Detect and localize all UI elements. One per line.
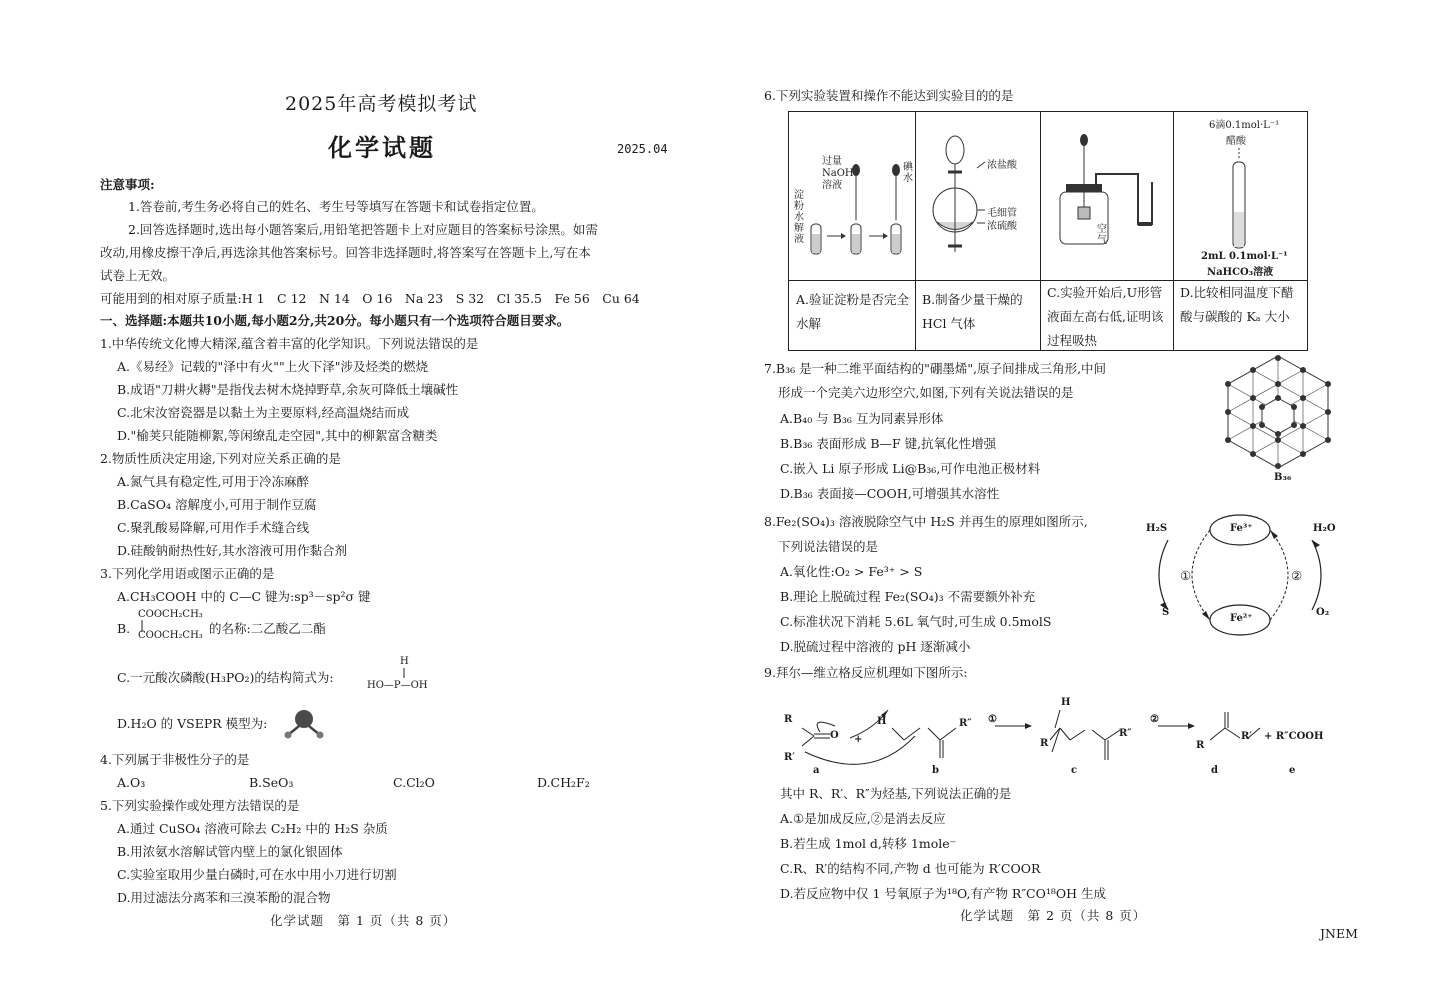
question-4-stem: 4.下列属于非极性分子的是 xyxy=(100,752,250,767)
apparatus-table xyxy=(788,111,1308,351)
question-3-option-a: A.CH₃COOH 中的 C—C 键为:sp³－sp²σ 键 xyxy=(117,589,371,604)
question-7-option-a: A.B₄₀ 与 B₃₆ 互为同素异形体 xyxy=(780,411,944,426)
question-5-option-c: C.实验室取用少量白磷时,可在水中用小刀进行切割 xyxy=(117,867,397,882)
hcl-apparatus-diagram xyxy=(915,112,1040,280)
question-1-option-b: B.成语"刀耕火耨"是指伐去树木烧掉野草,余灰可降低土壤碱性 xyxy=(117,382,459,397)
question-5-option-a: A.通过 CuSO₄ 溶液可除去 C₂H₂ 中的 H₂S 杂质 xyxy=(117,821,388,836)
hcl-label: 浓盐酸 xyxy=(987,160,1017,171)
mech-byproduct: + R″COOH xyxy=(1264,731,1324,742)
mech-plus: + xyxy=(854,734,863,745)
question-2-option-b: B.CaSO₄ 溶解度小,可用于制作豆腐 xyxy=(117,497,317,512)
mech-r-d: R xyxy=(1196,740,1205,751)
mech-step1: ① xyxy=(988,714,997,725)
mech-rp-d: R′ xyxy=(1241,731,1252,742)
naoh-label-line: 溶液 xyxy=(822,180,842,191)
mech-label-d: d xyxy=(1211,765,1218,776)
mech-r-a: R xyxy=(784,714,793,725)
question-9-option-c: C.R、R′的结构不同,产物 d 也可能为 R′COOR xyxy=(780,861,1041,876)
mech-o-a: O xyxy=(830,730,839,741)
question-4-option-c: C.Cl₂O xyxy=(393,775,435,790)
acetic-acid-label: 6滴0.1mol·L⁻¹ xyxy=(1209,120,1280,131)
mech-label-c: c xyxy=(1071,765,1078,776)
question-9-option-b: B.若生成 1mol d,转移 1mole⁻ xyxy=(780,836,957,851)
question-2-option-c: C.聚乳酸易降解,可用作手术缝合线 xyxy=(117,520,310,535)
page-2 xyxy=(760,0,1358,1002)
vsepr-model-image xyxy=(280,706,330,740)
notice-line: 2.回答选择题时,选出每小题答案后,用铅笔把答题卡上对应题目的答案标号涂黑。如需 xyxy=(128,222,598,237)
baeyer-villiger-mechanism xyxy=(780,688,1340,778)
question-5-option-d: D.用过滤法分离苯和三溴苯酚的混合物 xyxy=(117,890,331,905)
starch-label: 淀粉水解液 xyxy=(794,190,804,245)
caption-c: C.实验开始后,U形管液面左高右低,证明该过程吸热 xyxy=(1047,285,1164,348)
mech-h-b: H xyxy=(877,716,887,727)
question-3-option-b-text: 的名称:二乙酸乙二酯 xyxy=(209,621,326,636)
fe3-label: Fe³⁺ xyxy=(1230,523,1253,534)
question-2-stem: 2.物质性质决定用途,下列对应关系正确的是 xyxy=(100,451,341,466)
question-5-option-b: B.用浓氨水溶解试管内壁上的氯化银固体 xyxy=(117,844,343,859)
question-1-option-a: A.《易经》记载的"泽中有火""上火下泽"涉及烃类的燃烧 xyxy=(117,359,428,374)
question-3-option-c: C.一元酸次磷酸(H₃PO₂)的结构简式为: xyxy=(117,670,334,685)
h2s-label: H₂S xyxy=(1146,523,1168,534)
mech-h-c: H xyxy=(1061,697,1071,708)
question-8-option-d: D.脱硫过程中溶液的 pH 逐渐减小 xyxy=(780,639,971,654)
question-1-option-c: C.北宋汝窑瓷器是以黏土为主要原料,经高温烧结而成 xyxy=(117,405,410,420)
mech-rpp-b: R″ xyxy=(959,718,972,729)
question-9-stem: 9.拜尔—维立格反应机理如下图所示: xyxy=(764,665,968,680)
o2-label: O₂ xyxy=(1316,607,1330,618)
notice-line: 改动,用橡皮擦干净后,再选涂其他答案标号。回答非选择题时,将答案写在答题卡上,写在本 xyxy=(100,245,591,260)
atomic-mass-line: 可能用到的相对原子质量:H 1 C 12 N 14 O 16 Na 23 S 32 Cl 35.5 Fe 56 Cu 64 xyxy=(100,291,640,306)
naoh-label xyxy=(822,156,854,192)
p-h-bond xyxy=(402,668,406,678)
mech-step2: ② xyxy=(1150,714,1159,725)
bicarbonate-name: NaHCO₃溶液 xyxy=(1207,267,1274,278)
question-3-option-d: D.H₂O 的 VSEPR 模型为: xyxy=(117,716,268,731)
question-8-option-b: B.理论上脱硫过程 Fe₂(SO₄)₃ 不需要额外补充 xyxy=(780,589,1036,604)
capillary-label: 毛细管 xyxy=(987,208,1017,219)
sulfuric-acid-label: 浓硫酸 xyxy=(987,221,1017,232)
mech-label-b: b xyxy=(932,765,939,776)
question-9-note: 其中 R、R′、R″为烃基,下列说法正确的是 xyxy=(780,786,1012,801)
starch-test-diagram xyxy=(789,112,915,280)
question-5-stem: 5.下列实验操作或处理方法错误的是 xyxy=(100,798,300,813)
paper-code: JNEM xyxy=(1320,926,1358,941)
acetic-acid-name: 醋酸 xyxy=(1226,136,1246,147)
question-7-option-b: B.B₃₆ 表面形成 B—F 键,抗氧化性增强 xyxy=(780,436,997,451)
air-label: 空气 xyxy=(1097,224,1107,246)
u-tube-diagram xyxy=(1040,112,1173,280)
question-6-stem: 6.下列实验装置和操作不能达到实验目的的是 xyxy=(764,88,1014,103)
question-1-stem: 1.中华传统文化博大精深,蕴含着丰富的化学知识。下列说法错误的是 xyxy=(100,336,479,351)
mech-label-a: a xyxy=(813,765,820,776)
page-footer: 化学试题 第 2 页（共 8 页） xyxy=(960,908,1147,923)
caption-a: A.验证淀粉是否完全水解 xyxy=(796,292,910,331)
question-9-option-a: A.①是加成反应,②是消去反应 xyxy=(780,811,946,826)
notice-line: 试卷上无效。 xyxy=(100,268,176,283)
s-label: S xyxy=(1162,607,1170,618)
step1-marker: ① xyxy=(1180,568,1192,583)
mech-r-c: R xyxy=(1040,738,1049,749)
caption-b: B.制备少量干燥的 HCl 气体 xyxy=(922,292,1023,331)
question-1-option-d: D."榆荚只能随柳絮,等闲缭乱走空园",其中的柳絮富含糖类 xyxy=(117,428,438,443)
question-4-option-a: A.O₃ xyxy=(117,775,146,790)
step2-marker: ② xyxy=(1291,568,1303,583)
mech-label-e: e xyxy=(1289,765,1296,776)
question-7-stem: 7.B₃₆ 是一种二维平面结构的"硼墨烯",原子间排成三角形,中间 xyxy=(764,361,1107,376)
question-7-stem-cont: 形成一个完美六边形空穴,如图,下列有关说法错误的是 xyxy=(778,385,1074,400)
question-8-stem-cont: 下列说法错误的是 xyxy=(778,539,879,554)
question-7-option-d: D.B₃₆ 表面接—COOH,可增强其水溶性 xyxy=(780,486,1000,501)
notice-line: 1.答卷前,考生务必将自己的姓名、考生号等填写在答题卡和试卷指定位置。 xyxy=(128,199,544,214)
fe2-label: Fe²⁺ xyxy=(1230,613,1253,624)
subject-title: 化学试题 xyxy=(328,133,436,162)
question-2-option-d: D.硅酸钠耐热性好,其水溶液可用作黏合剂 xyxy=(117,543,348,558)
hypophosphorous-structure: HO—P—OH xyxy=(367,680,428,691)
question-4-option-d: D.CH₂F₂ xyxy=(537,775,590,790)
question-7-option-c: C.嵌入 Li 原子形成 Li@B₃₆,可作电池正极材料 xyxy=(780,461,1041,476)
naoh-label-line: 过量 xyxy=(822,156,842,167)
question-3-stem: 3.下列化学用语或图示正确的是 xyxy=(100,566,275,581)
page-footer: 化学试题 第 1 页（共 8 页） xyxy=(270,913,457,928)
borophene-label: B₃₆ xyxy=(1274,472,1292,483)
caption-d: D.比较相同温度下醋酸与碳酸的 Kₐ 大小 xyxy=(1180,285,1294,324)
page-1 xyxy=(90,0,670,1002)
diester-formula-bottom: COOCH₂CH₃ xyxy=(138,630,203,641)
question-4-option-b: B.SeO₃ xyxy=(249,775,294,790)
diester-formula-top: COOCH₂CH₃ xyxy=(138,609,203,620)
notice-heading: 注意事项: xyxy=(100,177,155,192)
section-heading: 一、选择题:本题共10小题,每小题2分,共20分。每小题只有一个选项符合题目要求。 xyxy=(100,313,570,328)
question-2-option-a: A.氮气具有稳定性,可用于冷冻麻醉 xyxy=(117,474,309,489)
mech-rp-a: R′ xyxy=(784,752,795,763)
iodine-label: 碘水 xyxy=(903,162,913,184)
exam-title: 2025年高考模拟考试 xyxy=(285,93,478,115)
hypophosphorous-h: H xyxy=(400,656,409,667)
mech-rpp-c: R″ xyxy=(1119,728,1132,739)
bicarbonate-label: 2mL 0.1mol·L⁻¹ xyxy=(1201,251,1288,262)
question-8-stem: 8.Fe₂(SO₄)₃ 溶液脱除空气中 H₂S 并再生的原理如图所示, xyxy=(764,514,1088,529)
question-8-option-c: C.标准状况下消耗 5.6L 氧气时,可生成 0.5molS xyxy=(780,614,1052,629)
naoh-label-line: NaOH xyxy=(822,168,854,179)
borophene-structure-image xyxy=(1218,354,1338,470)
question-9-option-d: D.若反应物中仅 1 号氧原子为¹⁸O,有产物 R″CO¹⁸OH 生成 xyxy=(780,886,1106,901)
h2o-label: H₂O xyxy=(1313,523,1336,534)
exam-date: 2025.04 xyxy=(617,142,668,156)
question-8-option-a: A.氧化性:O₂ > Fe³⁺ > S xyxy=(780,564,923,579)
question-3-option-b-label: B. xyxy=(117,621,131,636)
